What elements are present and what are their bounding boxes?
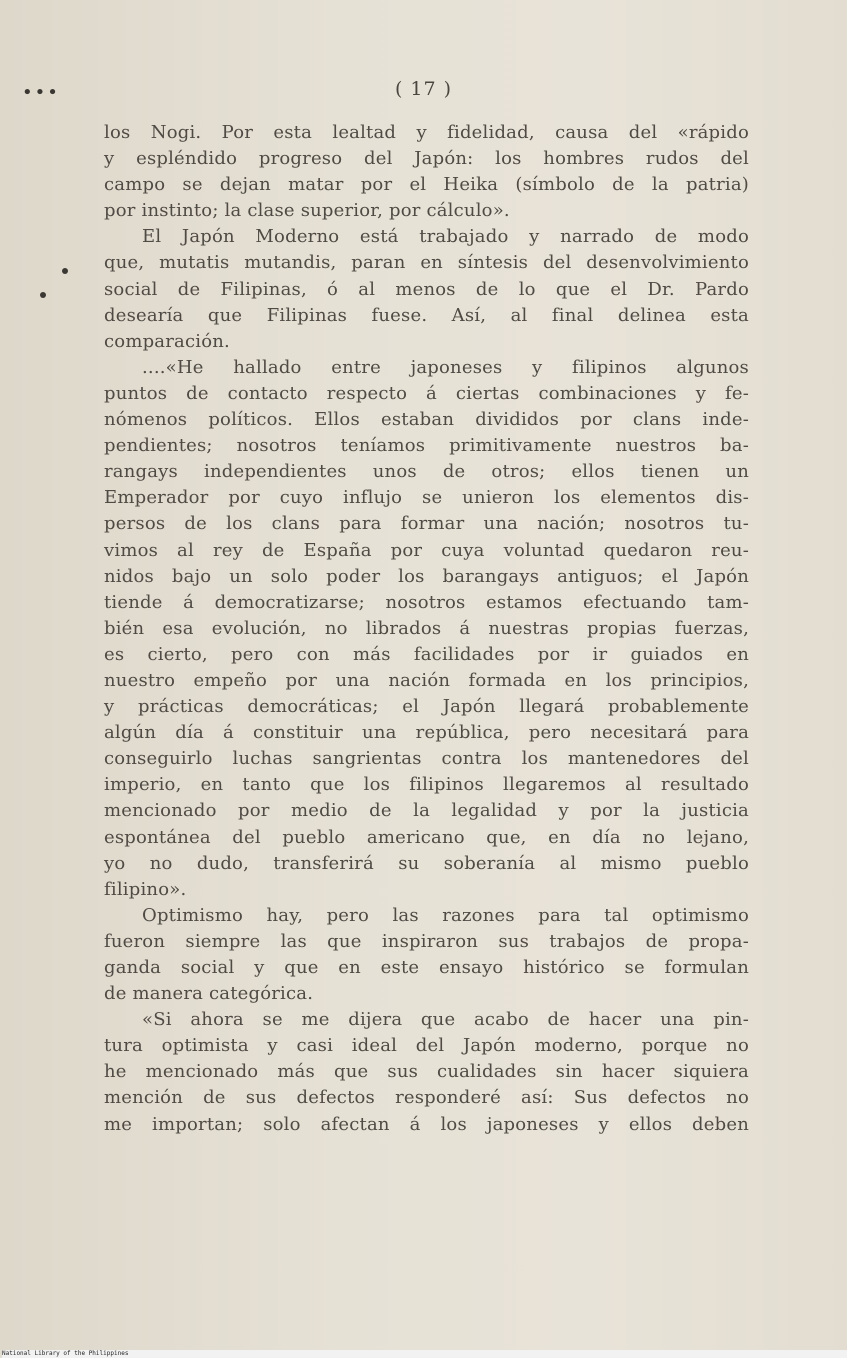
text-line: y espléndido progreso del Japón: los hombres rudos del xyxy=(104,148,749,170)
text-line: yo no dudo, transferirá su soberanía al mismo pueblo xyxy=(104,852,749,874)
text-line: nuestro empeño por una nación formada en los principios, xyxy=(104,669,749,691)
text-line: «Si ahora se me dijera que acabo de hacer una pin- xyxy=(142,1009,749,1031)
page-number: ( 17 ) xyxy=(394,78,453,100)
text-line: persos de los clans para formar una nación; nosotros tu- xyxy=(104,513,749,535)
text-line: desearía que Filipinas fuese. Así, al final delinea esta xyxy=(104,304,749,326)
text-line: Optimismo hay, pero las razones para tal optimismo xyxy=(142,904,749,926)
text-line: El Japón Moderno está trabajado y narrado de modo xyxy=(142,226,749,248)
text-line: espontánea del pueblo americano que, en día no lejano, xyxy=(104,826,749,848)
text-line: los Nogi. Por esta lealtad y fidelidad, causa del «rápido xyxy=(104,122,749,143)
text-line: campo se dejan matar por el Heika (símbolo de la patria) xyxy=(104,174,749,196)
text-line: nómenos políticos. Ellos estaban divididos por clans inde- xyxy=(104,409,749,431)
text-line: es cierto, pero con más facilidades por ir guiados en xyxy=(104,643,749,665)
text-line: tiende á democratizarse; nosotros estamos efectuando tam- xyxy=(104,591,749,613)
text-line: conseguirlo luchas sangrientas contra los mantenedores del xyxy=(104,748,749,770)
body-text xyxy=(104,120,749,1138)
text-line: filipino». xyxy=(104,878,187,900)
text-line: nidos bajo un solo poder los barangays antiguos; el Japón xyxy=(104,565,749,587)
text-line: mención de sus defectos responderé así: Sus defectos no xyxy=(104,1087,749,1109)
text-line: puntos de contacto respecto á ciertas combinaciones y fe- xyxy=(104,382,749,404)
text-line: social de Filipinas, ó al menos de lo que el Dr. Pardo xyxy=(104,278,749,300)
text-line: de manera categórica. xyxy=(104,983,314,1005)
text-line: algún día á constituir una república, pero necesitará para xyxy=(104,722,749,744)
text-line: ....«He hallado entre japoneses y filipinos algunos xyxy=(142,356,749,378)
text-line: por instinto; la clase superior, por cálculo». xyxy=(104,200,510,222)
text-line: bién esa evolución, no librados á nuestras propias fuerzas, xyxy=(104,617,749,639)
text-line: vimos al rey de España por cuya voluntad quedaron reu- xyxy=(104,539,749,561)
text-line: mencionado por medio de la legalidad y por la justicia xyxy=(104,800,749,822)
margin-ink-marks: ••• xyxy=(22,82,60,103)
text-line: que, mutatis mutandis, paran en síntesis del desenvolvimiento xyxy=(104,252,749,274)
text-line: fueron siempre las que inspiraron sus trabajos de propa- xyxy=(104,930,749,952)
text-line: pendientes; nosotros teníamos primitivamente nuestros ba- xyxy=(104,435,749,457)
text-line: Emperador por cuyo influjo se unieron los elementos dis- xyxy=(104,487,749,509)
text-line: he mencionado más que sus cualidades sin hacer siquiera xyxy=(104,1061,749,1083)
text-line: me importan; solo afectan á los japoneses y ellos deben xyxy=(104,1113,749,1135)
text-line: tura optimista y casi ideal del Japón moderno, porque no xyxy=(104,1035,749,1057)
margin-dot xyxy=(62,268,68,274)
footer-credit: National Library of the Philippines xyxy=(2,1350,847,1358)
text-line: imperio, en tanto que los filipinos llegaremos al resultado xyxy=(104,774,749,796)
text-line: comparación. xyxy=(104,330,230,352)
text-line: rangays independientes unos de otros; ellos tienen un xyxy=(104,461,749,483)
text-line: y prácticas democráticas; el Japón llegará probablemente xyxy=(104,696,749,718)
margin-dot xyxy=(40,292,46,298)
text-line: ganda social y que en este ensayo histórico se formulan xyxy=(104,957,749,978)
